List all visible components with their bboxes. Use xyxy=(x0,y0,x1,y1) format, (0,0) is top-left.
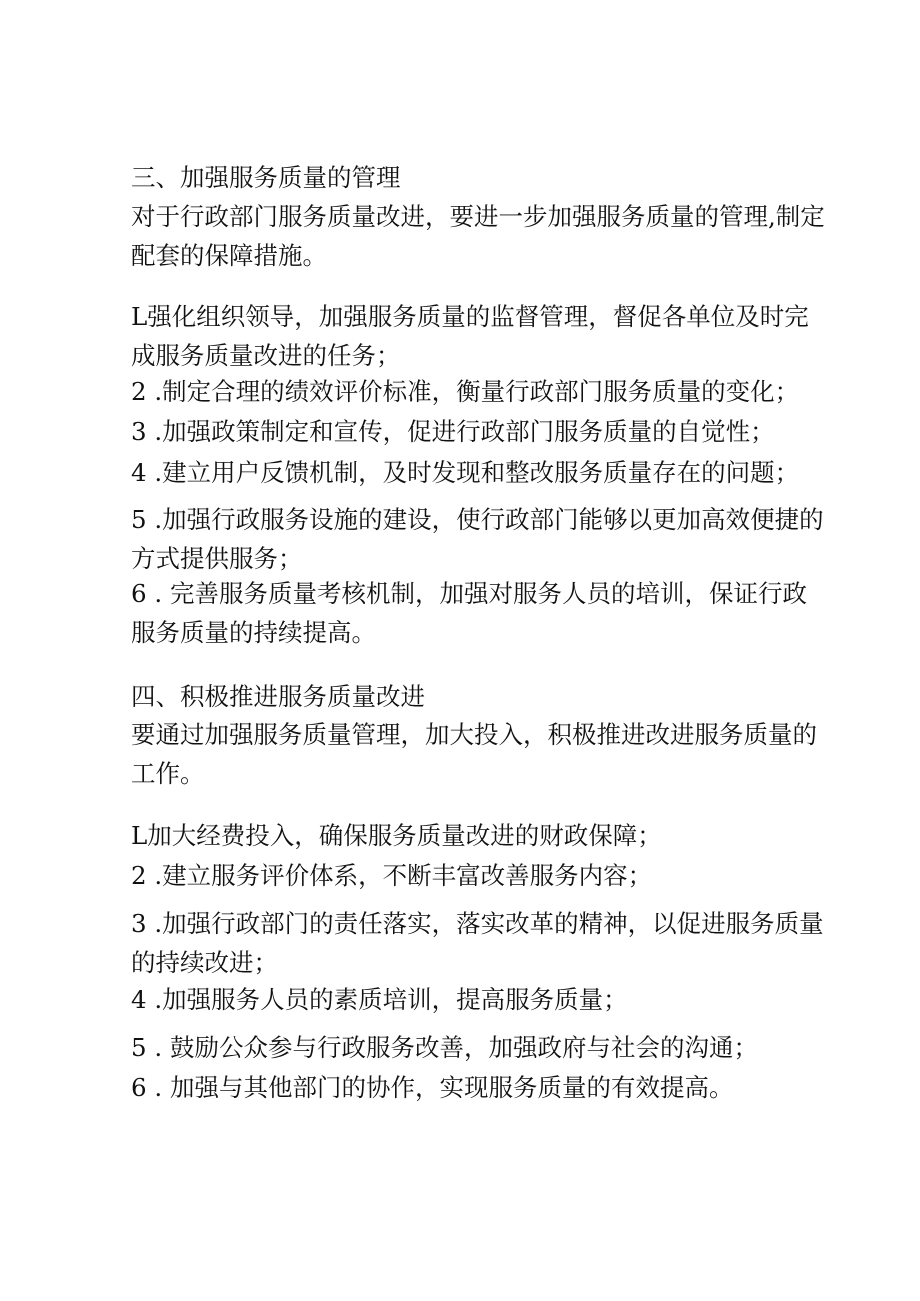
section3-heading xyxy=(131,158,803,197)
section3-item-4 xyxy=(131,453,803,492)
list-item-line: 6 . 加强与其他部门的协作，实现服务质量的有效提高。 xyxy=(131,1073,734,1102)
paragraph-line: 对于行政部门服务质量改进，要进一步加强服务质量的管理,制定 xyxy=(131,202,825,231)
section4-intro xyxy=(131,715,817,793)
section4-item-5 xyxy=(131,1028,803,1067)
section3-item-3 xyxy=(131,412,803,451)
list-item-line: 成服务质量改进的任务； xyxy=(131,341,401,370)
list-item-line: L加大经费投入，确保服务质量改进的财政保障； xyxy=(131,821,662,850)
list-item-line: 2 .建立服务评价体系，不断丰富改善服务内容； xyxy=(131,861,653,890)
list-item-line: 的持续改进； xyxy=(131,948,278,977)
section4-item-3 xyxy=(131,904,824,982)
paragraph-line: 要通过加强服务质量管理，加大投入，积极推进改进服务质量的 xyxy=(131,720,817,749)
section-heading: 三、加强服务质量的管理 xyxy=(131,163,401,192)
list-item-line: 2 .制定合理的绩效评价标准，衡量行政部门服务质量的变化； xyxy=(131,377,800,406)
list-item-line: 方式提供服务； xyxy=(131,544,303,573)
list-item-line: 5 . 鼓励公众参与行政服务改善，加强政府与社会的沟通； xyxy=(131,1033,758,1062)
list-item-line: 5 .加强行政服务设施的建设，使行政部门能够以更加高效便捷的 xyxy=(131,505,824,534)
list-item-line: L强化组织领导，加强服务质量的监督管理，督促各单位及时完 xyxy=(131,302,809,331)
section3-item-1 xyxy=(131,297,809,375)
paragraph-line: 配套的保障措施。 xyxy=(131,241,327,270)
section-heading: 四、积极推进服务质量改进 xyxy=(131,682,425,711)
list-item-line: 4 .加强服务人员的素质培训，提高服务质量； xyxy=(131,985,628,1014)
section3-intro xyxy=(131,197,825,275)
section3-item-2 xyxy=(131,372,803,411)
list-item-line: 6 . 完善服务质量考核机制，加强对服务人员的培训，保证行政 xyxy=(131,579,807,608)
section4-item-6 xyxy=(131,1068,803,1107)
section4-heading xyxy=(131,677,803,716)
list-item-line: 3 .加强政策制定和宣传，促进行政部门服务质量的自觉性； xyxy=(131,417,775,446)
paragraph-line: 工作。 xyxy=(131,759,205,788)
section3-item-5 xyxy=(131,500,824,578)
section4-item-2 xyxy=(131,856,803,895)
section4-item-4 xyxy=(131,980,803,1019)
list-item-line: 4 .建立用户反馈机制，及时发现和整改服务质量存在的问题； xyxy=(131,458,800,487)
section3-item-6 xyxy=(131,574,807,652)
list-item-line: 服务质量的持续提高。 xyxy=(131,618,376,647)
section4-item-1 xyxy=(131,816,803,855)
list-item-line: 3 .加强行政部门的责任落实，落实改革的精神，以促进服务质量 xyxy=(131,909,824,938)
